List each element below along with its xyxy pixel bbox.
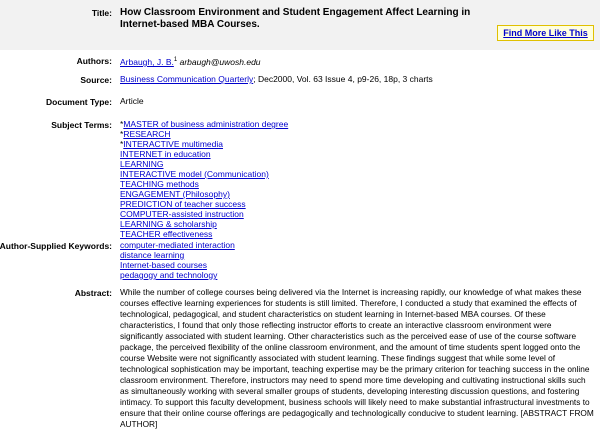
find-more-like-this-button[interactable]: Find More Like This: [497, 25, 594, 41]
subject-term-item: [120, 219, 594, 229]
doctype-value: Article: [120, 96, 144, 106]
subject-term-link[interactable]: PREDICTION of teacher success: [120, 199, 246, 209]
authors-label: Authors:: [76, 56, 112, 66]
major-subject-marker: *: [120, 139, 124, 149]
keyword-link[interactable]: pedagogy and technology: [120, 270, 218, 280]
subject-term-item: [120, 129, 594, 139]
subject-term-item: [120, 139, 594, 149]
abstract-label: Abstract:: [74, 288, 112, 298]
subject-term-item: [120, 229, 594, 239]
major-subject-marker: *: [120, 129, 124, 139]
authors-value: [120, 55, 594, 68]
subject-term-item: [120, 199, 594, 209]
author-affiliation-sup: 1: [173, 57, 178, 63]
subject-terms-list: [120, 119, 594, 239]
keyword-link[interactable]: computer-mediated interaction: [120, 240, 235, 250]
source-value: [120, 74, 594, 85]
journal-link[interactable]: Business Communication Quarterly: [120, 74, 254, 84]
subject-term-link[interactable]: RESEARCH: [123, 129, 171, 139]
title-label: Title:: [91, 8, 112, 18]
subject-term-item: [120, 149, 594, 159]
keywords-list: [120, 240, 594, 280]
keyword-item: [120, 240, 594, 250]
abstract-text: While the number of college courses being delivered via the Internet is increasing rapidly, our knowledge of what makes these courses effective learning experiences for students is still limited. Therefore, I conducted a study that examined the effects of technological, pedagogical, and student characteristics on student learning in Internet-based MBA courses. Of these characteristics, I found that only those reflecting instructor efforts to create an interactive classroom environment were significantly associated with student learning. Other characteristics such as the perceived ease of use of the course software package, the perceived flexibility of the online classroom environment, and the amount of time students spent logged onto the course Website were not significantly associated with student learning. These findings suggest that while some level of technological sophistication may be important, teaching expertise may be the primary criterion for teaching success in the online classroom environment. Therefore, instructors may need to spend more time developing and cultivating instructional skills such as simultaneously working with several smaller groups of students, developing interesting discussion questions, and fostering intimacy. To support this faculty development, business schools will likely need to make substantial infrastructural investments to ensure that their online course offerings are pedagogically and technologically conducive to student learning. [ABSTRACT FROM AUTHOR]: [120, 287, 594, 429]
keyword-item: [120, 250, 594, 260]
subject-term-link[interactable]: ENGAGEMENT (Philosophy): [120, 189, 230, 199]
subject-term-item: [120, 119, 594, 129]
subject-term-link[interactable]: INTERACTIVE multimedia: [123, 139, 223, 149]
keywords-label: Author-Supplied Keywords:: [0, 241, 112, 251]
subject-term-link[interactable]: INTERNET in education: [120, 149, 211, 159]
doctype-label: Document Type:: [46, 97, 112, 107]
subject-term-item: [120, 159, 594, 169]
keyword-item: [120, 260, 594, 270]
article-title: How Classroom Environment and Student Engagement Affect Learning in Internet-based MBA Courses.: [120, 7, 471, 30]
subjects-label: Subject Terms:: [51, 120, 112, 130]
keyword-link[interactable]: Internet-based courses: [120, 260, 207, 270]
author-email: arbaugh@uwosh.edu: [179, 56, 261, 67]
title-section: [0, 0, 600, 50]
subject-term-link[interactable]: LEARNING & scholarship: [120, 219, 217, 229]
subject-term-link[interactable]: TEACHING methods: [120, 179, 199, 189]
subject-term-item: [120, 209, 594, 219]
keyword-link[interactable]: distance learning: [120, 250, 185, 260]
subject-term-link[interactable]: INTERACTIVE model (Communication): [120, 169, 269, 179]
subject-term-item: [120, 179, 594, 189]
keyword-item: [120, 270, 594, 280]
subject-term-item: [120, 189, 594, 199]
subject-term-link[interactable]: MASTER of business administration degree: [123, 119, 289, 129]
source-label: Source:: [80, 75, 112, 85]
subject-term-link[interactable]: TEACHER effectiveness: [120, 229, 213, 239]
author-link[interactable]: Arbaugh, J. B.: [120, 56, 174, 67]
major-subject-marker: *: [120, 119, 124, 129]
subject-term-item: [120, 169, 594, 179]
source-details: ; Dec2000, Vol. 63 Issue 4, p9-26, 18p, 3 charts: [253, 74, 433, 84]
subject-term-link[interactable]: COMPUTER-assisted instruction: [120, 209, 244, 219]
subject-term-link[interactable]: LEARNING: [120, 159, 164, 169]
